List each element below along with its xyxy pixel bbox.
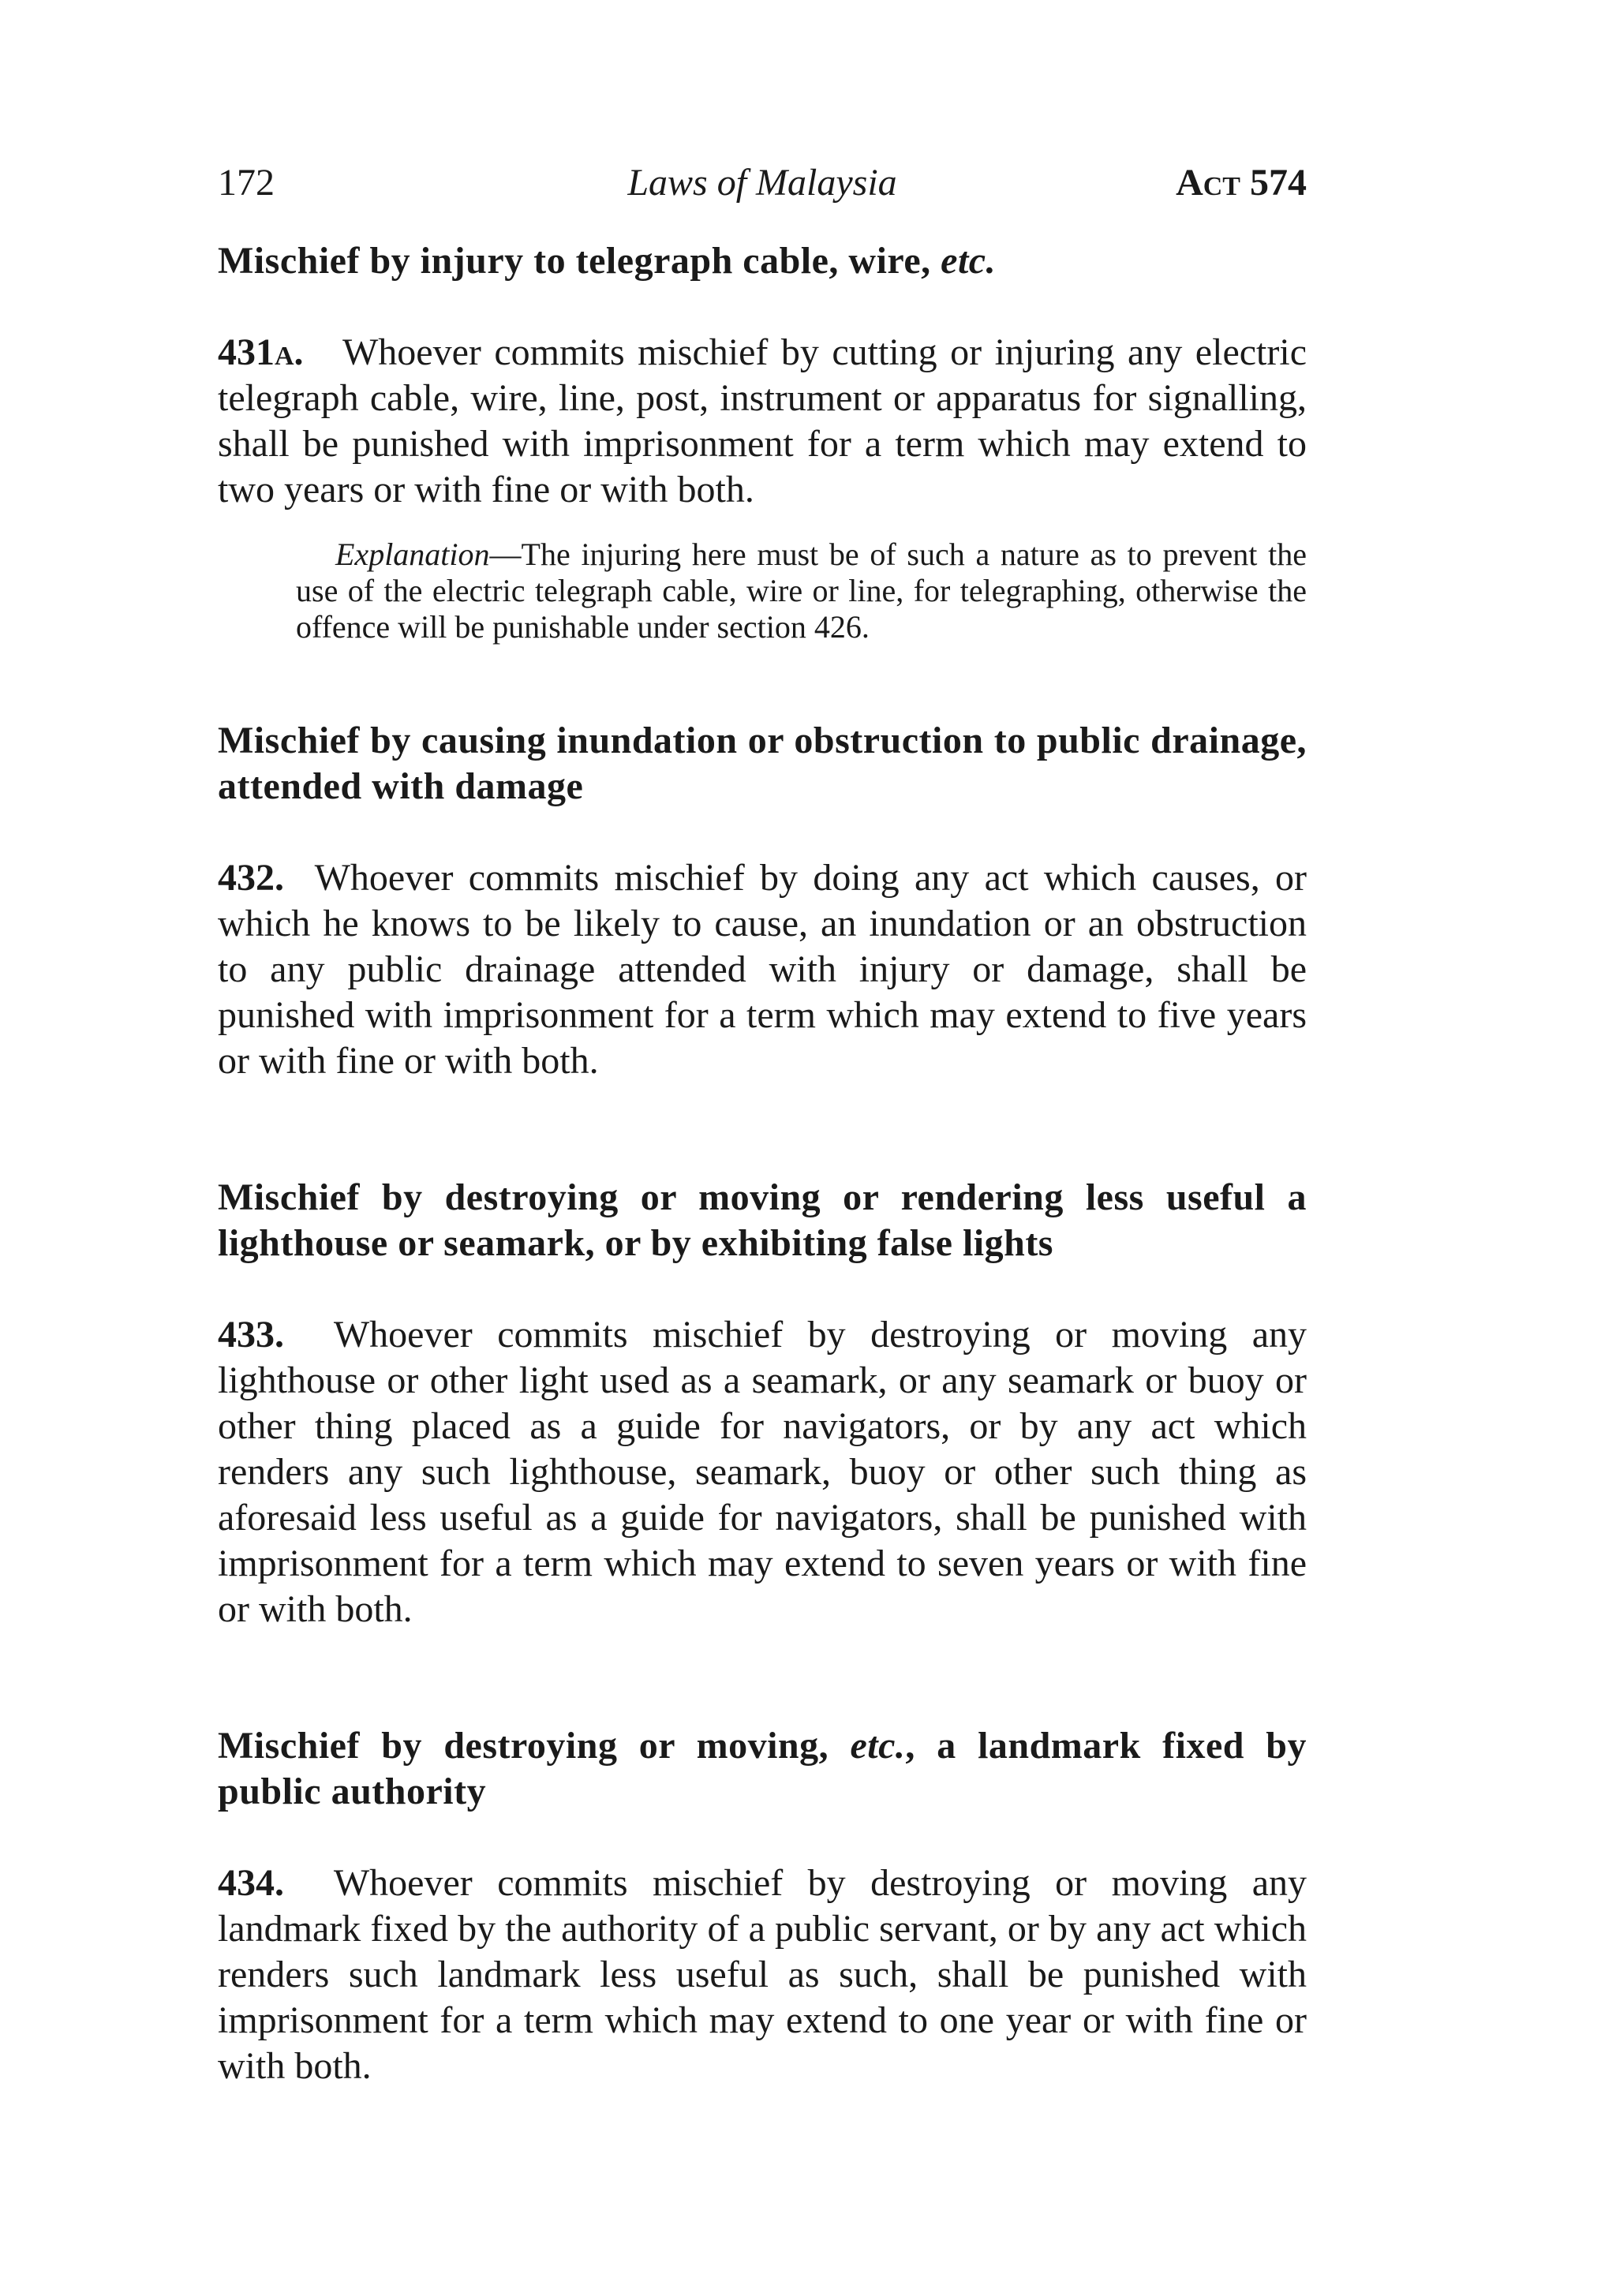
- section-text: Whoever commits mischief by cutting or injuring any electric telegraph cable, wire, line, post, instrument or apparatus for signalling, shall be punished with imprisonment for a term which may extend to two years or with fine or with both.: [218, 331, 1307, 510]
- act-prefix: Act: [1176, 162, 1240, 204]
- section-heading-431a: [218, 238, 1307, 284]
- heading-text: Mischief by destroying or moving or rendering less useful a lighthouse or seamark, or by exhibiting false lights: [218, 1176, 1307, 1264]
- explanation-label: Explanation: [335, 537, 490, 572]
- heading-text: Mischief by causing inundation or obstruction to public drainage, attended with damage: [218, 720, 1307, 807]
- section-body-432: [218, 855, 1307, 1084]
- heading-text: Mischief by injury to telegraph cable, wire,: [218, 240, 941, 282]
- section-number-main: 431: [218, 331, 275, 373]
- section-body-431a: [218, 330, 1307, 513]
- section-text: Whoever commits mischief by destroying or moving any lighthouse or other light used as a seamark, or any seamark or buoy or other thing placed as a guide for navigators, or by any act which renders any such lighthouse, seamark, buoy or other such thing as aforesaid less useful as a guide for navigators, shall be punished with imprisonment for a term which may extend to seven years or with fine or with both.: [218, 1314, 1307, 1630]
- running-header: [218, 158, 1307, 208]
- explanation-text: —The injuring here must be of such a nature as to prevent the use of the electric telegraph cable, wire or line, for telegraphing, otherwise the offence will be punishable under section 426.: [296, 537, 1307, 645]
- heading-italic: etc.: [941, 240, 997, 282]
- section-number: 433.: [218, 1314, 284, 1356]
- section-number-suffix: a.: [275, 331, 304, 373]
- section-number: [218, 331, 304, 373]
- heading-tail: , a landmark fixed by public authority: [218, 1725, 1307, 1812]
- act-number: 574: [1250, 162, 1307, 204]
- section-number: 434.: [218, 1862, 284, 1904]
- running-title: Laws of Malaysia: [627, 162, 897, 204]
- section-explanation-431a: [218, 537, 1307, 645]
- section-body-433: [218, 1312, 1307, 1632]
- section-text: Whoever commits mischief by destroying or moving any landmark fixed by the authority of a public servant, or by any act which renders such landmark less useful as such, shall be punished with imprisonment for a term which may extend to one year or with fine or with both.: [218, 1862, 1307, 2087]
- section-heading-433: [218, 1175, 1307, 1266]
- document-page: [218, 158, 1307, 2089]
- act-reference: [1176, 158, 1307, 208]
- heading-text: Mischief by destroying or moving,: [218, 1725, 851, 1767]
- section-number: 432.: [218, 857, 284, 899]
- page-number: 172: [218, 162, 275, 204]
- heading-italic: etc.: [850, 1725, 906, 1767]
- section-heading-434: [218, 1723, 1307, 1815]
- section-heading-432: [218, 718, 1307, 810]
- section-body-434: [218, 1860, 1307, 2089]
- section-text: Whoever commits mischief by doing any act which causes, or which he knows to be likely to cause, an inundation or an obstruction to any public drainage attended with injury or damage, shall be punished with imprisonment for a term which may extend to five years or with fine or with both.: [218, 857, 1307, 1082]
